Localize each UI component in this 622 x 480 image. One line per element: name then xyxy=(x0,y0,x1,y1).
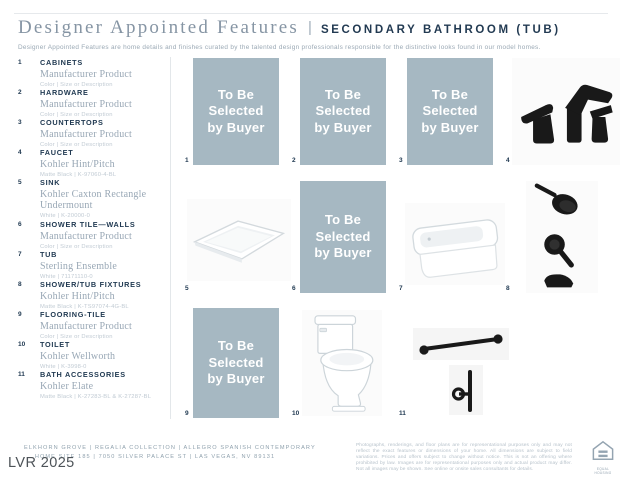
feature-product: Kohler Hint/Pitch xyxy=(40,159,115,170)
cell-number: 11 xyxy=(399,410,406,417)
cell-number: 1 xyxy=(185,157,189,164)
tbs-label: To Be Selected by Buyer xyxy=(421,86,479,135)
grid-cell-1 xyxy=(183,58,279,165)
grid-cell-9 xyxy=(183,308,279,418)
tbs-box xyxy=(407,58,493,165)
feature-product: Manufacturer Product xyxy=(40,99,133,110)
toilet-paper-holder-photo xyxy=(449,365,483,415)
cell-number: 6 xyxy=(292,285,296,292)
grid-cell-5 xyxy=(183,181,293,293)
feature-item-shower-tub-fixtures xyxy=(18,280,170,310)
feature-item-bath-accessories xyxy=(18,370,170,400)
top-rule xyxy=(14,13,608,14)
tbs-label: To Be Selected by Buyer xyxy=(314,212,372,261)
cell-number: 4 xyxy=(506,157,510,164)
community-line-1: ELKHORN GROVE | REGALIA COLLECTION | ALLEGRO SPANISH CONTEMPORARY xyxy=(24,445,316,451)
feature-item-flooring xyxy=(18,310,170,340)
page-title: Designer Appointed Features xyxy=(18,17,300,38)
tbs-box xyxy=(193,58,279,165)
header xyxy=(18,17,598,51)
towel-bar-photo xyxy=(413,328,509,360)
feature-product: Manufacturer Product xyxy=(40,129,133,140)
feature-number: 2 xyxy=(18,89,22,96)
sink-photo xyxy=(187,199,291,281)
feature-number: 7 xyxy=(18,251,22,258)
shower-fixtures-photo xyxy=(526,181,598,293)
community-line-2: HOME SITE 185 | 7050 SILVER PALACE ST | LAS VEGAS, NV 89131 xyxy=(34,454,276,460)
feature-number: 11 xyxy=(18,371,25,378)
cell-number: 8 xyxy=(506,285,510,292)
feature-name: BATH ACCESSORIES xyxy=(40,370,126,379)
feature-name: FAUCET xyxy=(40,148,74,157)
toilet-image xyxy=(302,310,382,416)
towel-bar-image xyxy=(413,328,509,360)
cell-number: 2 xyxy=(292,157,296,164)
equal-housing-block xyxy=(591,440,615,475)
feature-name: COUNTERTOPS xyxy=(40,118,104,127)
shower-fixtures-image xyxy=(526,181,598,293)
feature-name: FLOORING-TILE xyxy=(40,310,106,319)
grid-cell-4 xyxy=(504,58,620,165)
feature-number: 3 xyxy=(18,119,22,126)
tbs-label: To Be Selected by Buyer xyxy=(207,338,265,387)
grid-cell-6 xyxy=(290,181,386,293)
feature-number: 8 xyxy=(18,281,22,288)
feature-item-sink xyxy=(18,178,170,219)
title-row xyxy=(18,17,598,39)
feature-name: CABINETS xyxy=(40,58,83,67)
feature-detail: White | K-3998-0 xyxy=(40,363,87,370)
feature-name: HARDWARE xyxy=(40,88,89,97)
feature-name: SINK xyxy=(40,178,61,187)
feature-detail: Color | Size or Description xyxy=(40,333,113,340)
faucet-image xyxy=(512,58,620,165)
tbs-box xyxy=(193,308,279,418)
feature-number: 9 xyxy=(18,311,22,318)
feature-detail: Matte Black | K-27283-BL & K-27287-BL xyxy=(40,393,152,400)
feature-number: 1 xyxy=(18,59,22,66)
grid-cell-7 xyxy=(397,181,505,293)
header-description: Designer Appointed Features are home details and finishes curated by the talented design professionals responsible for the distinctive looks found in our model homes. xyxy=(18,44,541,51)
feature-item-faucet xyxy=(18,148,170,178)
feature-number: 5 xyxy=(18,179,22,186)
feature-product: Kohler Caxton Rectangle Undermount xyxy=(40,189,147,211)
grid-cell-3 xyxy=(397,58,493,165)
cell-number: 10 xyxy=(292,410,300,417)
feature-item-toilet xyxy=(18,340,170,370)
tub-image xyxy=(405,203,505,285)
feature-number: 4 xyxy=(18,149,22,156)
cell-number: 9 xyxy=(185,410,189,417)
faucet-photo xyxy=(512,58,620,165)
feature-name: TOILET xyxy=(40,340,71,349)
feature-item-shower-tile xyxy=(18,220,170,250)
list-grid-divider xyxy=(170,57,171,419)
grid-cell-11 xyxy=(397,308,521,418)
equal-housing-label: EQUAL HOUSING xyxy=(594,467,612,475)
tbs-label: To Be Selected by Buyer xyxy=(314,86,372,135)
cell-number: 7 xyxy=(399,285,403,292)
toilet-paper-holder-image xyxy=(449,365,483,415)
feature-detail: Color | Size or Description xyxy=(40,243,113,250)
grid-cell-10 xyxy=(290,308,386,418)
feature-detail: Color | Size or Description xyxy=(40,81,113,88)
grid-cell-2 xyxy=(290,58,386,165)
cell-number: 3 xyxy=(399,157,403,164)
page-subtitle-caps: SECONDARY BATHROOM (TUB) xyxy=(320,24,561,36)
cell-number: 5 xyxy=(185,285,189,292)
feature-item-tub xyxy=(18,250,170,280)
feature-number: 6 xyxy=(18,221,22,228)
tbs-label: To Be Selected by Buyer xyxy=(207,86,265,135)
feature-item-countertops xyxy=(18,118,170,148)
feature-detail: White | 71171110-0 xyxy=(40,273,93,280)
feature-item-cabinets xyxy=(18,58,170,88)
feature-detail: Color | Size or Description xyxy=(40,141,113,148)
feature-name: SHOWER TILE—WALLS xyxy=(40,220,136,229)
feature-product: Sterling Ensemble xyxy=(40,261,117,272)
feature-detail: Matte Black | K-TS97074-4G-BL xyxy=(40,303,129,310)
title-divider: | xyxy=(308,19,312,36)
feature-detail: White | K-20000-0 xyxy=(40,212,91,219)
sink-image xyxy=(187,199,291,281)
feature-item-hardware xyxy=(18,88,170,118)
equal-housing-icon xyxy=(592,440,614,461)
feature-product: Kohler Elate xyxy=(40,381,94,392)
tbs-box xyxy=(300,58,386,165)
tbs-box xyxy=(300,181,386,293)
feature-name: SHOWER/TUB FIXTURES xyxy=(40,280,142,289)
feature-product: Kohler Hint/Pitch xyxy=(40,291,115,302)
feature-product: Manufacturer Product xyxy=(40,69,133,80)
feature-product: Manufacturer Product xyxy=(40,231,133,242)
tub-photo xyxy=(405,203,505,285)
feature-product: Kohler Wellworth xyxy=(40,351,116,362)
disclaimer-text: Photographs, renderings, and floor plans are for representational purposes only and may not reflect the exact features or dimensions of your home. All dimensions are subject to field variations. Prices and offers subject to change without notice. This is not an offering where prohibited by law. Images are for representational purposes only and actual product may differ. Not all images may be shown. See online or onsite sales consultants for details. xyxy=(356,443,572,472)
grid-cell-8 xyxy=(504,181,620,293)
feature-detail: Matte Black | K-97060-4-BL xyxy=(40,171,117,178)
feature-product: Manufacturer Product xyxy=(40,321,133,332)
feature-name: TUB xyxy=(40,250,58,259)
toilet-photo xyxy=(302,310,382,416)
feature-number: 10 xyxy=(18,341,26,348)
watermark: LVR 2025 xyxy=(8,455,75,471)
feature-detail: Color | Size or Description xyxy=(40,111,113,118)
